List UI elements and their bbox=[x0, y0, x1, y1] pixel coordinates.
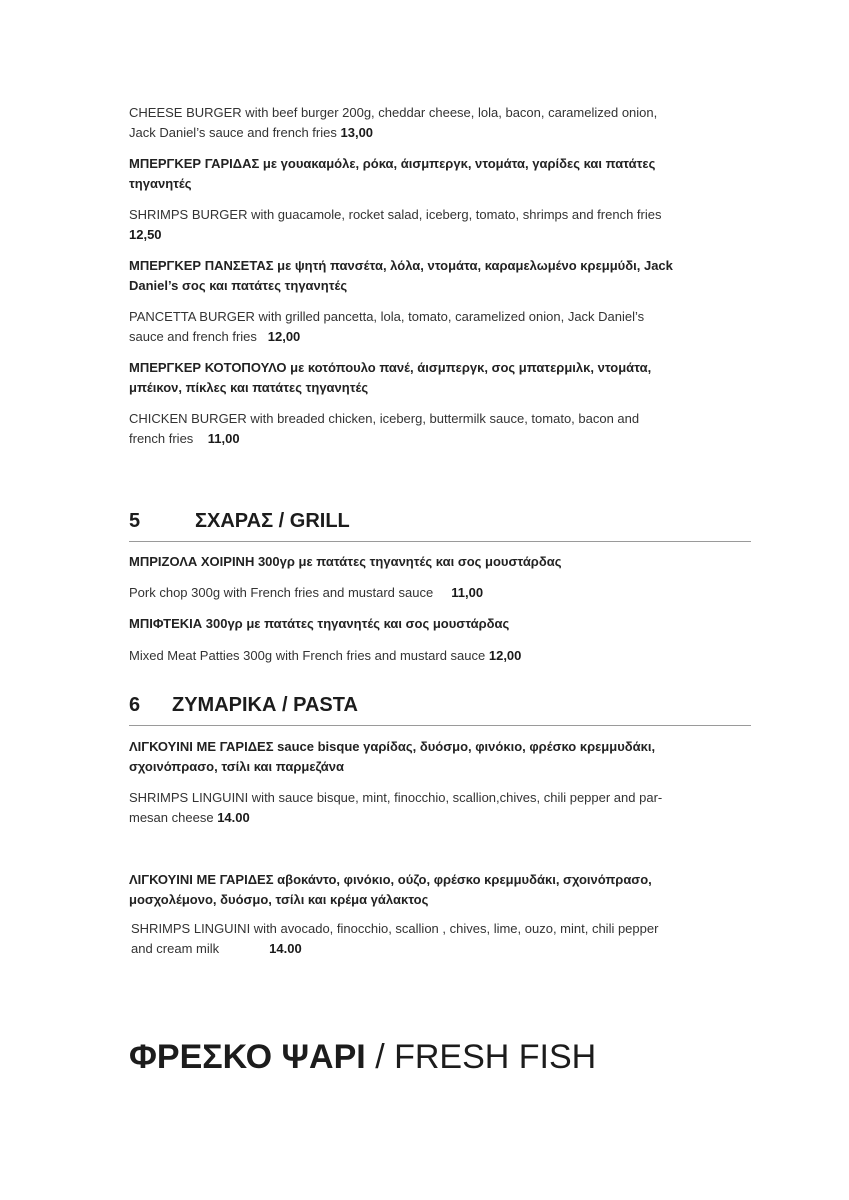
linguini2-desc-line1: SHRIMPS LINGUINI with avocado, finocchio, scallion , chives, lime, ouzo, mint, chili pepper bbox=[131, 921, 659, 936]
price: 11,00 bbox=[207, 431, 240, 446]
chicken-burger-greek-line2: μπέικον, πίκλες και πατάτες τηγανητές bbox=[129, 380, 369, 395]
price: 11,00 bbox=[451, 585, 484, 600]
chicken-burger-greek-line1: ΜΠΕΡΓΚΕΡ ΚΟΤΟΠΟΥΛΟ με κοτόπουλο πανέ, άισμπεργκ, σος μπατερμιλκ, ντομάτα, bbox=[129, 360, 652, 375]
linguini2-greek-line2: μοσχολέμονο, δυόσμο, τσίλι και κρέμα γάλακτος bbox=[129, 892, 429, 907]
desc-text: Mixed Meat Patties 300g with French fries and mustard sauce bbox=[129, 648, 486, 663]
pancetta-burger-greek-line1: ΜΠΕΡΓΚΕΡ ΠΑΝΣΕΤΑΣ με ψητή πανσέτα, λόλα, ντομάτα, καραμελωμένο κρεμμύδι, Jack bbox=[129, 258, 673, 273]
price: 14.00 bbox=[269, 941, 302, 956]
shrimp-burger-greek-line2: τηγανητές bbox=[129, 176, 192, 191]
section-number: 5 bbox=[129, 510, 141, 532]
pork-chop-greek: ΜΠΡΙΖΟΛΑ ΧΟΙΡΙΝΗ 300γρ με πατάτες τηγανητές και σος μουστάρδας bbox=[129, 554, 562, 569]
heading-separator: / bbox=[365, 1038, 395, 1076]
cheese-burger-desc-line1: CHEESE BURGER with beef burger 200g, cheddar cheese, lola, bacon, caramelized onion, bbox=[129, 105, 658, 120]
shrimp-burger-greek-line1: ΜΠΕΡΓΚΕΡ ΓΑΡΙΔΑΣ με γουακαμόλε, ρόκα, άισμπεργκ, ντομάτα, γαρίδες και πατάτες bbox=[129, 156, 656, 171]
patties-greek: ΜΠΙΦΤΕΚΙΑ 300γρ με πατάτες τηγανητές και σος μουστάρδας bbox=[129, 616, 510, 631]
desc-text: and cream milk bbox=[131, 941, 220, 956]
price: 13,00 bbox=[340, 125, 374, 140]
price: 14.00 bbox=[217, 810, 250, 825]
linguini2-greek-line1: ΛΙΓΚΟΥΙΝΙ ΜΕ ΓΑΡΙΔΕΣ αβοκάντο, φινόκιο, ούζο, φρέσκο κρεμμυδάκι, σχοινόπρασο, bbox=[129, 872, 652, 887]
linguini2-desc-line2 bbox=[131, 939, 302, 959]
chicken-burger-desc-line1: CHICKEN BURGER with breaded chicken, iceberg, buttermilk sauce, tomato, bacon and bbox=[129, 411, 640, 426]
fresh-fish-english: FRESH FISH bbox=[394, 1038, 597, 1076]
section-title: ΣΧΑΡΑΣ / GRILL bbox=[195, 510, 350, 532]
pancetta-burger-greek-line2: Daniel’s σος και πατάτες τηγανητές bbox=[129, 278, 348, 293]
price: 12,00 bbox=[267, 329, 301, 344]
linguini1-desc-line2 bbox=[129, 808, 250, 828]
chicken-burger-desc-line2 bbox=[129, 429, 240, 449]
section-heading-pasta bbox=[129, 691, 751, 726]
price: 12,50 bbox=[129, 227, 162, 242]
fresh-fish-heading bbox=[129, 1036, 596, 1078]
linguini1-desc-line1: SHRIMPS LINGUINI with sauce bisque, mint, finocchio, scallion,chives, chili pepper and par- bbox=[129, 790, 663, 805]
patties-desc bbox=[129, 646, 521, 666]
shrimp-burger-desc-line1: SHRIMPS BURGER with guacamole, rocket salad, iceberg, tomato, shrimps and french fries bbox=[129, 207, 662, 222]
pancetta-burger-desc-line1: PANCETTA BURGER with grilled pancetta, lola, tomato, caramelized onion, Jack Daniel’s bbox=[129, 309, 645, 324]
desc-text: french fries bbox=[129, 431, 194, 446]
price: 12,00 bbox=[488, 648, 522, 663]
linguini1-greek-line1: ΛΙΓΚΟΥΙΝΙ ΜΕ ΓΑΡΙΔΕΣ sauce bisque γαρίδας, δυόσμο, φινόκιο, φρέσκο κρεμμυδάκι, bbox=[129, 739, 656, 754]
pancetta-burger-desc-line2 bbox=[129, 327, 300, 347]
desc-text: Jack Daniel’s sauce and french fries bbox=[129, 125, 337, 140]
desc-text: Pork chop 300g with French fries and mustard sauce bbox=[129, 585, 434, 600]
pork-chop-desc bbox=[129, 583, 483, 603]
fresh-fish-greek: ΦΡΕΣΚΟ ΨΑΡΙ bbox=[129, 1038, 366, 1076]
desc-text: sauce and french fries bbox=[129, 329, 257, 344]
cheese-burger-desc-line2 bbox=[129, 123, 373, 143]
section-number: 6 bbox=[129, 694, 141, 716]
section-heading-grill bbox=[129, 507, 751, 542]
section-title: ΖΥΜΑΡΙΚΑ / PASTA bbox=[172, 694, 358, 716]
linguini1-greek-line2: σχοινόπρασο, τσίλι και παρμεζάνα bbox=[129, 759, 344, 774]
desc-text: mesan cheese bbox=[129, 810, 214, 825]
